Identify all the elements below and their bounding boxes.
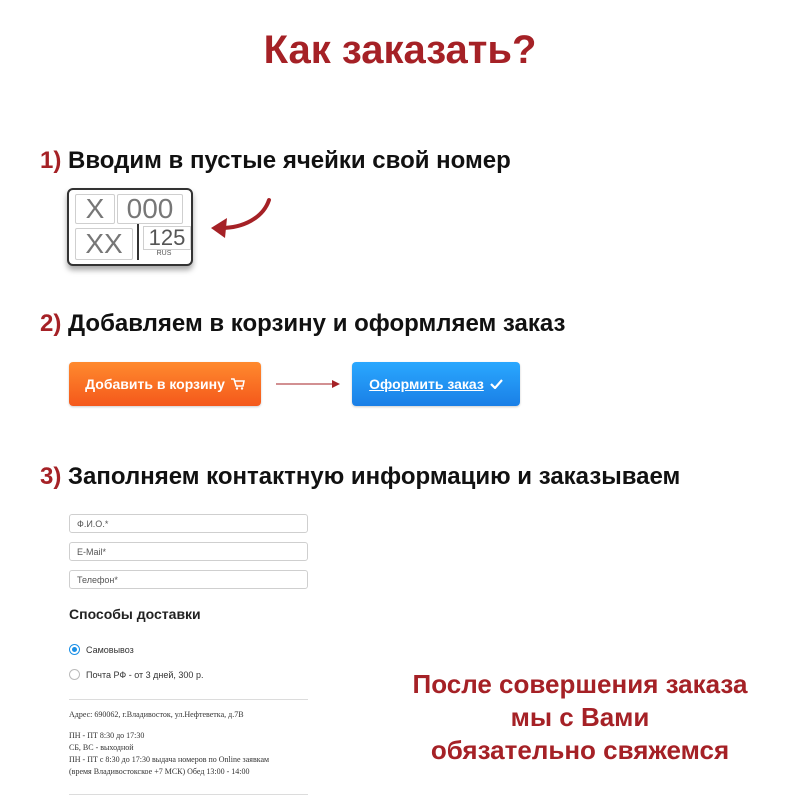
step-3-heading (40, 463, 680, 491)
divider (69, 699, 308, 700)
delivery-option-post[interactable] (69, 669, 203, 680)
plate-letters-cell[interactable]: XX (75, 228, 133, 260)
plate-digits-cell[interactable]: 000 (117, 194, 183, 224)
phone-field[interactable] (69, 570, 308, 589)
full-name-field[interactable] (69, 514, 308, 533)
step-1-heading (40, 147, 511, 175)
hours-line: ПН - ПТ 8:30 до 17:30 (69, 731, 145, 740)
curved-arrow-icon (205, 196, 275, 240)
step-2-number: 2) (40, 310, 62, 337)
delivery-option-pickup[interactable] (69, 644, 134, 655)
step-3-text: Заполняем контактную информацию и заказываем (68, 463, 681, 490)
step-3-number: 3) (40, 463, 62, 490)
divider (69, 794, 308, 795)
hours-line: ПН - ПТ с 8:30 до 17:30 выдача номеров по Online заявкам (69, 755, 270, 764)
after-order-note (370, 668, 790, 767)
add-to-cart-label: Добавить в корзину (85, 376, 225, 392)
page-title: Как заказать? (263, 28, 537, 72)
step-2-text: Добавляем в корзину и оформляем заказ (68, 310, 566, 337)
checkmark-icon (490, 379, 503, 389)
checkout-label: Оформить заказ (369, 376, 484, 392)
step-1-text: Вводим в пустые ячейки свой номер (68, 147, 511, 174)
license-plate[interactable] (67, 188, 193, 266)
address-text: Адрес: 690062, г.Владивосток, ул.Нефтеветка, д.7В (69, 710, 244, 719)
after-note-line: мы с Вами (510, 702, 650, 732)
delivery-option-label: Почта РФ - от 3 дней, 300 р. (86, 669, 204, 680)
hours-line: СБ, ВС - выходной (69, 743, 134, 752)
plate-country-label: RUS (156, 250, 172, 257)
hours-line: (время Владивостокское +7 МСК) Обед 13:00 - 14:00 (69, 767, 250, 776)
plate-region-box (137, 224, 189, 260)
radio-checked-icon[interactable] (69, 644, 80, 655)
radio-unchecked-icon[interactable] (69, 669, 80, 680)
delivery-option-label: Самовывоз (86, 644, 134, 655)
checkout-button[interactable] (352, 362, 520, 406)
add-to-cart-button[interactable] (69, 362, 261, 406)
delivery-methods-heading: Способы доставки (69, 606, 201, 622)
step-2-heading (40, 310, 565, 338)
after-note-line: обязательно свяжемся (430, 735, 730, 765)
plate-region-cell[interactable]: 125 (143, 226, 191, 250)
arrow-right-icon (276, 378, 340, 390)
step-1-number: 1) (40, 147, 62, 174)
cart-icon (231, 378, 245, 390)
plate-letter-cell[interactable]: X (75, 194, 115, 224)
after-note-line: После совершения заказа (412, 669, 748, 699)
email-field[interactable] (69, 542, 308, 561)
